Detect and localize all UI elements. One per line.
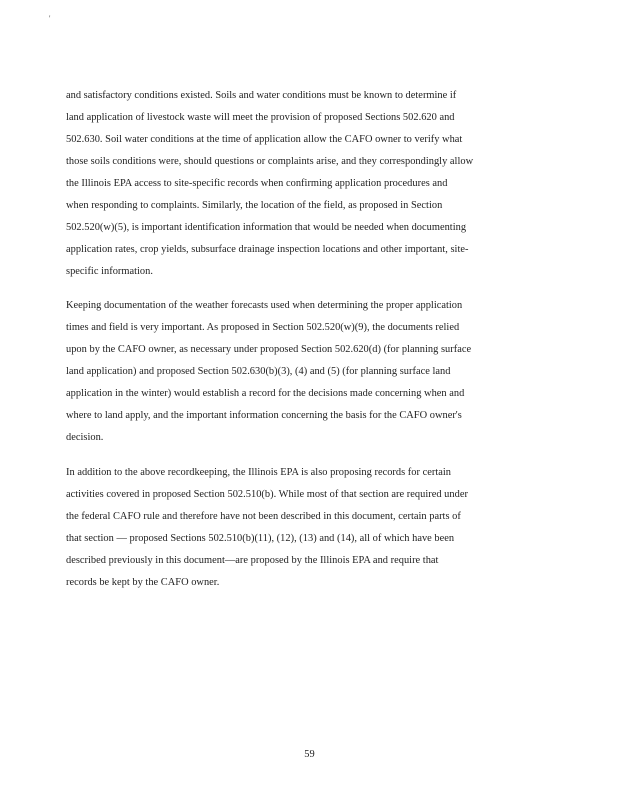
corner-mark: ' <box>49 14 51 23</box>
paragraph-1-line: specific information. <box>66 266 153 277</box>
paragraph-1-line: 502.630. Soil water conditions at the time of application allow the CAFO owner to verify what <box>66 134 463 145</box>
paragraph-3-line: described previously in this document—are proposed by the Illinois EPA and require that <box>66 555 439 566</box>
paragraph-3-line: the federal CAFO rule and therefore have not been described in this document, certain parts of <box>66 511 461 522</box>
paragraph-1-line: application rates, crop yields, subsurface drainage inspection locations and other important, site- <box>66 244 469 255</box>
paragraph-2-line: application in the winter) would establish a record for the decisions made concerning when and <box>66 388 465 399</box>
paragraph-1-line: land application of livestock waste will meet the provision of proposed Sections 502.620 and <box>66 112 455 123</box>
paragraph-3-line: In addition to the above recordkeeping, the Illinois EPA is also proposing records for certain <box>66 467 451 478</box>
paragraph-2-line: times and field is very important. As proposed in Section 502.520(w)(9), the documents relied <box>66 322 460 333</box>
page-number: 59 <box>304 749 315 760</box>
paragraph-2-line: where to land apply, and the important information concerning the basis for the CAFO owner's <box>66 410 462 421</box>
paragraph-2-line: land application) and proposed Section 502.630(b)(3), (4) and (5) (for planning surface land <box>66 366 451 377</box>
paragraph-3-line: activities covered in proposed Section 502.510(b). While most of that section are required under <box>66 489 468 500</box>
paragraph-2-line: upon by the CAFO owner, as necessary under proposed Section 502.620(d) (for planning surface <box>66 344 472 355</box>
paragraph-1-line: and satisfactory conditions existed. Soils and water conditions must be known to determine if <box>66 90 457 101</box>
paragraph-2-line: decision. <box>66 432 104 443</box>
paragraph-3-line: records be kept by the CAFO owner. <box>66 577 220 588</box>
paragraph-3-line: that section — proposed Sections 502.510(b)(11), (12), (13) and (14), all of which have been <box>66 533 455 544</box>
paragraph-2-line: Keeping documentation of the weather forecasts used when determining the proper application <box>66 300 463 311</box>
paragraph-1-line: when responding to complaints. Similarly, the location of the field, as proposed in Section <box>66 200 443 211</box>
paragraph-1-line: 502.520(w)(5), is important identification information that would be needed when documenting <box>66 222 467 233</box>
paragraph-1-line: those soils conditions were, should questions or complaints arise, and they correspondingly allow <box>66 156 474 167</box>
paragraph-1-line: the Illinois EPA access to site-specific records when confirming application procedures and <box>66 178 448 189</box>
